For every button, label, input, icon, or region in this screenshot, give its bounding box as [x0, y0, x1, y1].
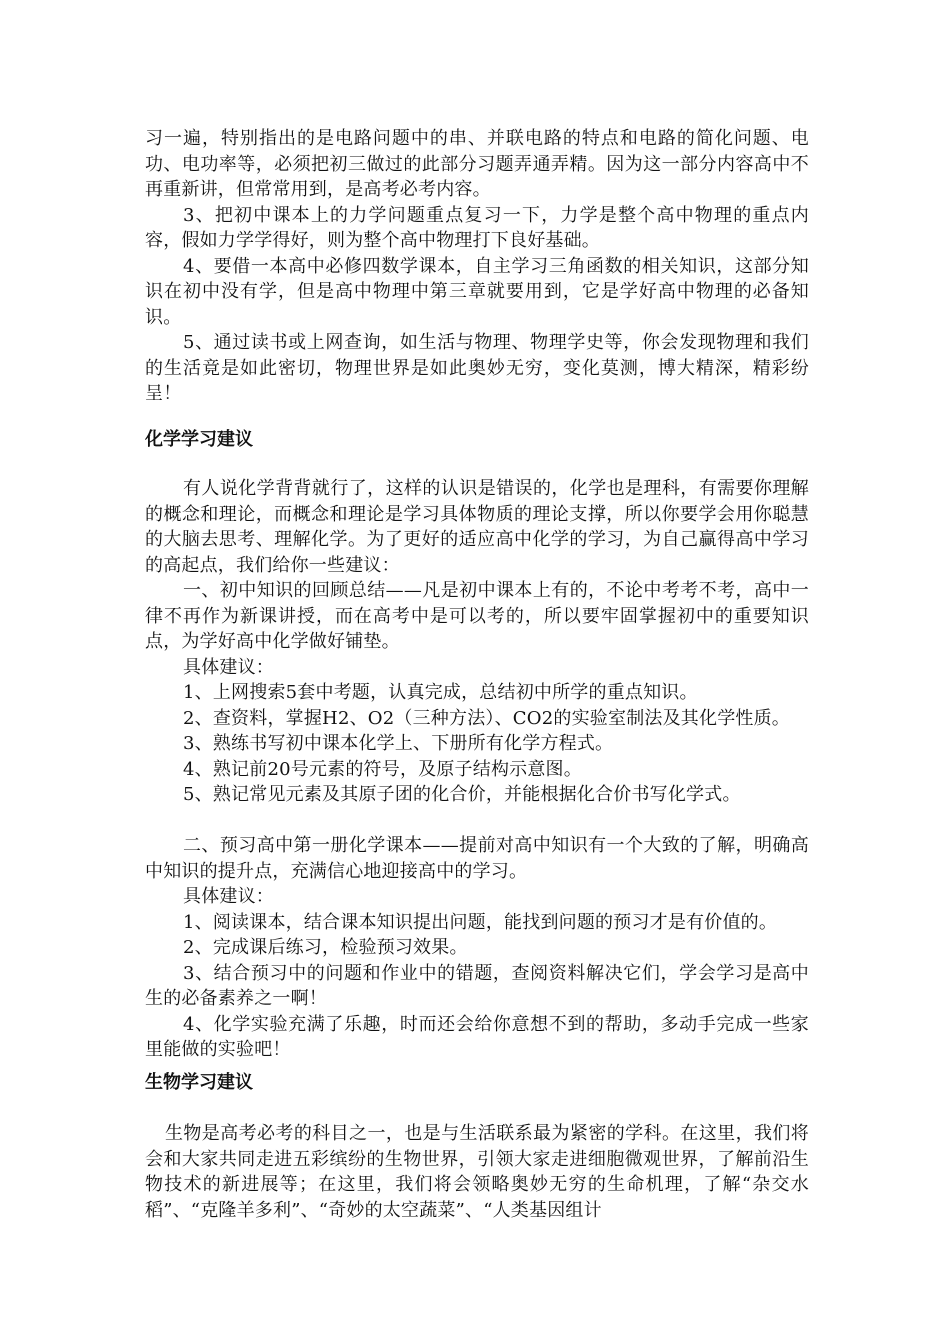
- chemistry-part1-label: 具体建议：: [183, 656, 274, 678]
- physics-paragraph: 3、把初中课本上的力学问题重点复习一下，力学是整个高中物理的重点内容，假如力学学得好，则为整个高中物理打下良好基础。: [145, 204, 809, 251]
- chemistry-list-item: 2、查资料，掌握H2、O2（三种方法）、CO2的实验室制法及其化学性质。: [183, 707, 790, 729]
- chemistry-section: [145, 476, 809, 1063]
- chemistry-part2-label: 具体建议：: [183, 886, 274, 907]
- chemistry-list-item: 3、熟练书写初中课本化学上、下册所有化学方程式。: [183, 733, 614, 754]
- physics-paragraph: 5、通过读书或上网查询，如生活与物理、物理学史等，你会发现物理和我们的生活竟是如此密切，物理世界是如此奥妙无穷，变化莫测，博大精深，精彩纷呈！: [145, 332, 809, 404]
- chemistry-list-item: 1、阅读课本，结合课本知识提出问题，能找到问题的预习才是有价值的。: [183, 911, 778, 933]
- biology-heading: 生物学习建议: [145, 1072, 253, 1093]
- physics-paragraph: 习一遍，特别指出的是电路问题中的串、并联电路的特点和电路的简化问题、电功、电功率等，必须把初三做过的此部分习题弄通弄精。因为这一部分内容高中不再重新讲，但常常用到，是高考必考内容。: [145, 128, 809, 200]
- chemistry-list-item: 2、完成课后练习，检验预习效果。: [183, 937, 468, 958]
- chemistry-list-item: 4、化学实验充满了乐趣，时而还会给你意想不到的帮助，多动手完成一些家里能做的实验吧！: [145, 1013, 809, 1060]
- chemistry-intro: 有人说化学背背就行了，这样的认识是错误的，化学也是理科，有需要你理解的概念和理论，而概念和理论是学习具体物质的理论支撑，所以你要学会用你聪慧的大脑去思考、理解化学。为了更好的适应高中化学的学习，为自己赢得高中学习的高起点，我们给你一些建议：: [145, 478, 809, 576]
- chemistry-part1: 一、初中知识的回顾总结——凡是初中课本上有的，不论中考考不考，高中一律不再作为新课讲授，而在高考中是可以考的，所以要牢固掌握初中的重要知识点，为学好高中化学做好铺垫。: [145, 580, 809, 652]
- physics-paragraph: 4、要借一本高中必修四数学课本，自主学习三角函数的相关知识，这部分知识在初中没有学，但是高中物理中第三章就要用到，它是学好高中物理的必备知识。: [145, 255, 809, 328]
- biology-intro: 生物是高考必考的科目之一，也是与生活联系最为紧密的学科。在这里，我们将会和大家共同走进五彩缤纷的生物世界，引领大家走进细胞微观世界，了解前沿生物技术的新进展等；在这里，我们将会领略奥妙无穷的生命机理，了解“杂交水稻”、“克隆羊多利”、“奇妙的太空蔬菜”、“人类基因组计: [145, 1123, 809, 1221]
- chemistry-heading: 化学学习建议: [145, 429, 253, 450]
- chemistry-list-item: 5、熟记常见元素及其原子团的化合价，并能根据化合价书写化学式。: [183, 784, 741, 805]
- chemistry-part2: 二、预习高中第一册化学课本——提前对高中知识有一个大致的了解，明确高中知识的提升点，充满信心地迎接高中的学习。: [145, 835, 809, 882]
- chemistry-list-item: 3、结合预习中的问题和作业中的错题，查阅资料解决它们，学会学习是高中生的必备素养之一啊！: [145, 962, 809, 1009]
- chemistry-list-item: 1、上网搜索5套中考题，认真完成，总结初中所学的重点知识。: [183, 682, 698, 703]
- physics-continued-section: [145, 126, 809, 407]
- chemistry-list-item: 4、熟记前20号元素的符号，及原子结构示意图。: [183, 758, 582, 780]
- biology-section: [145, 1121, 809, 1223]
- blank-line: [145, 808, 809, 834]
